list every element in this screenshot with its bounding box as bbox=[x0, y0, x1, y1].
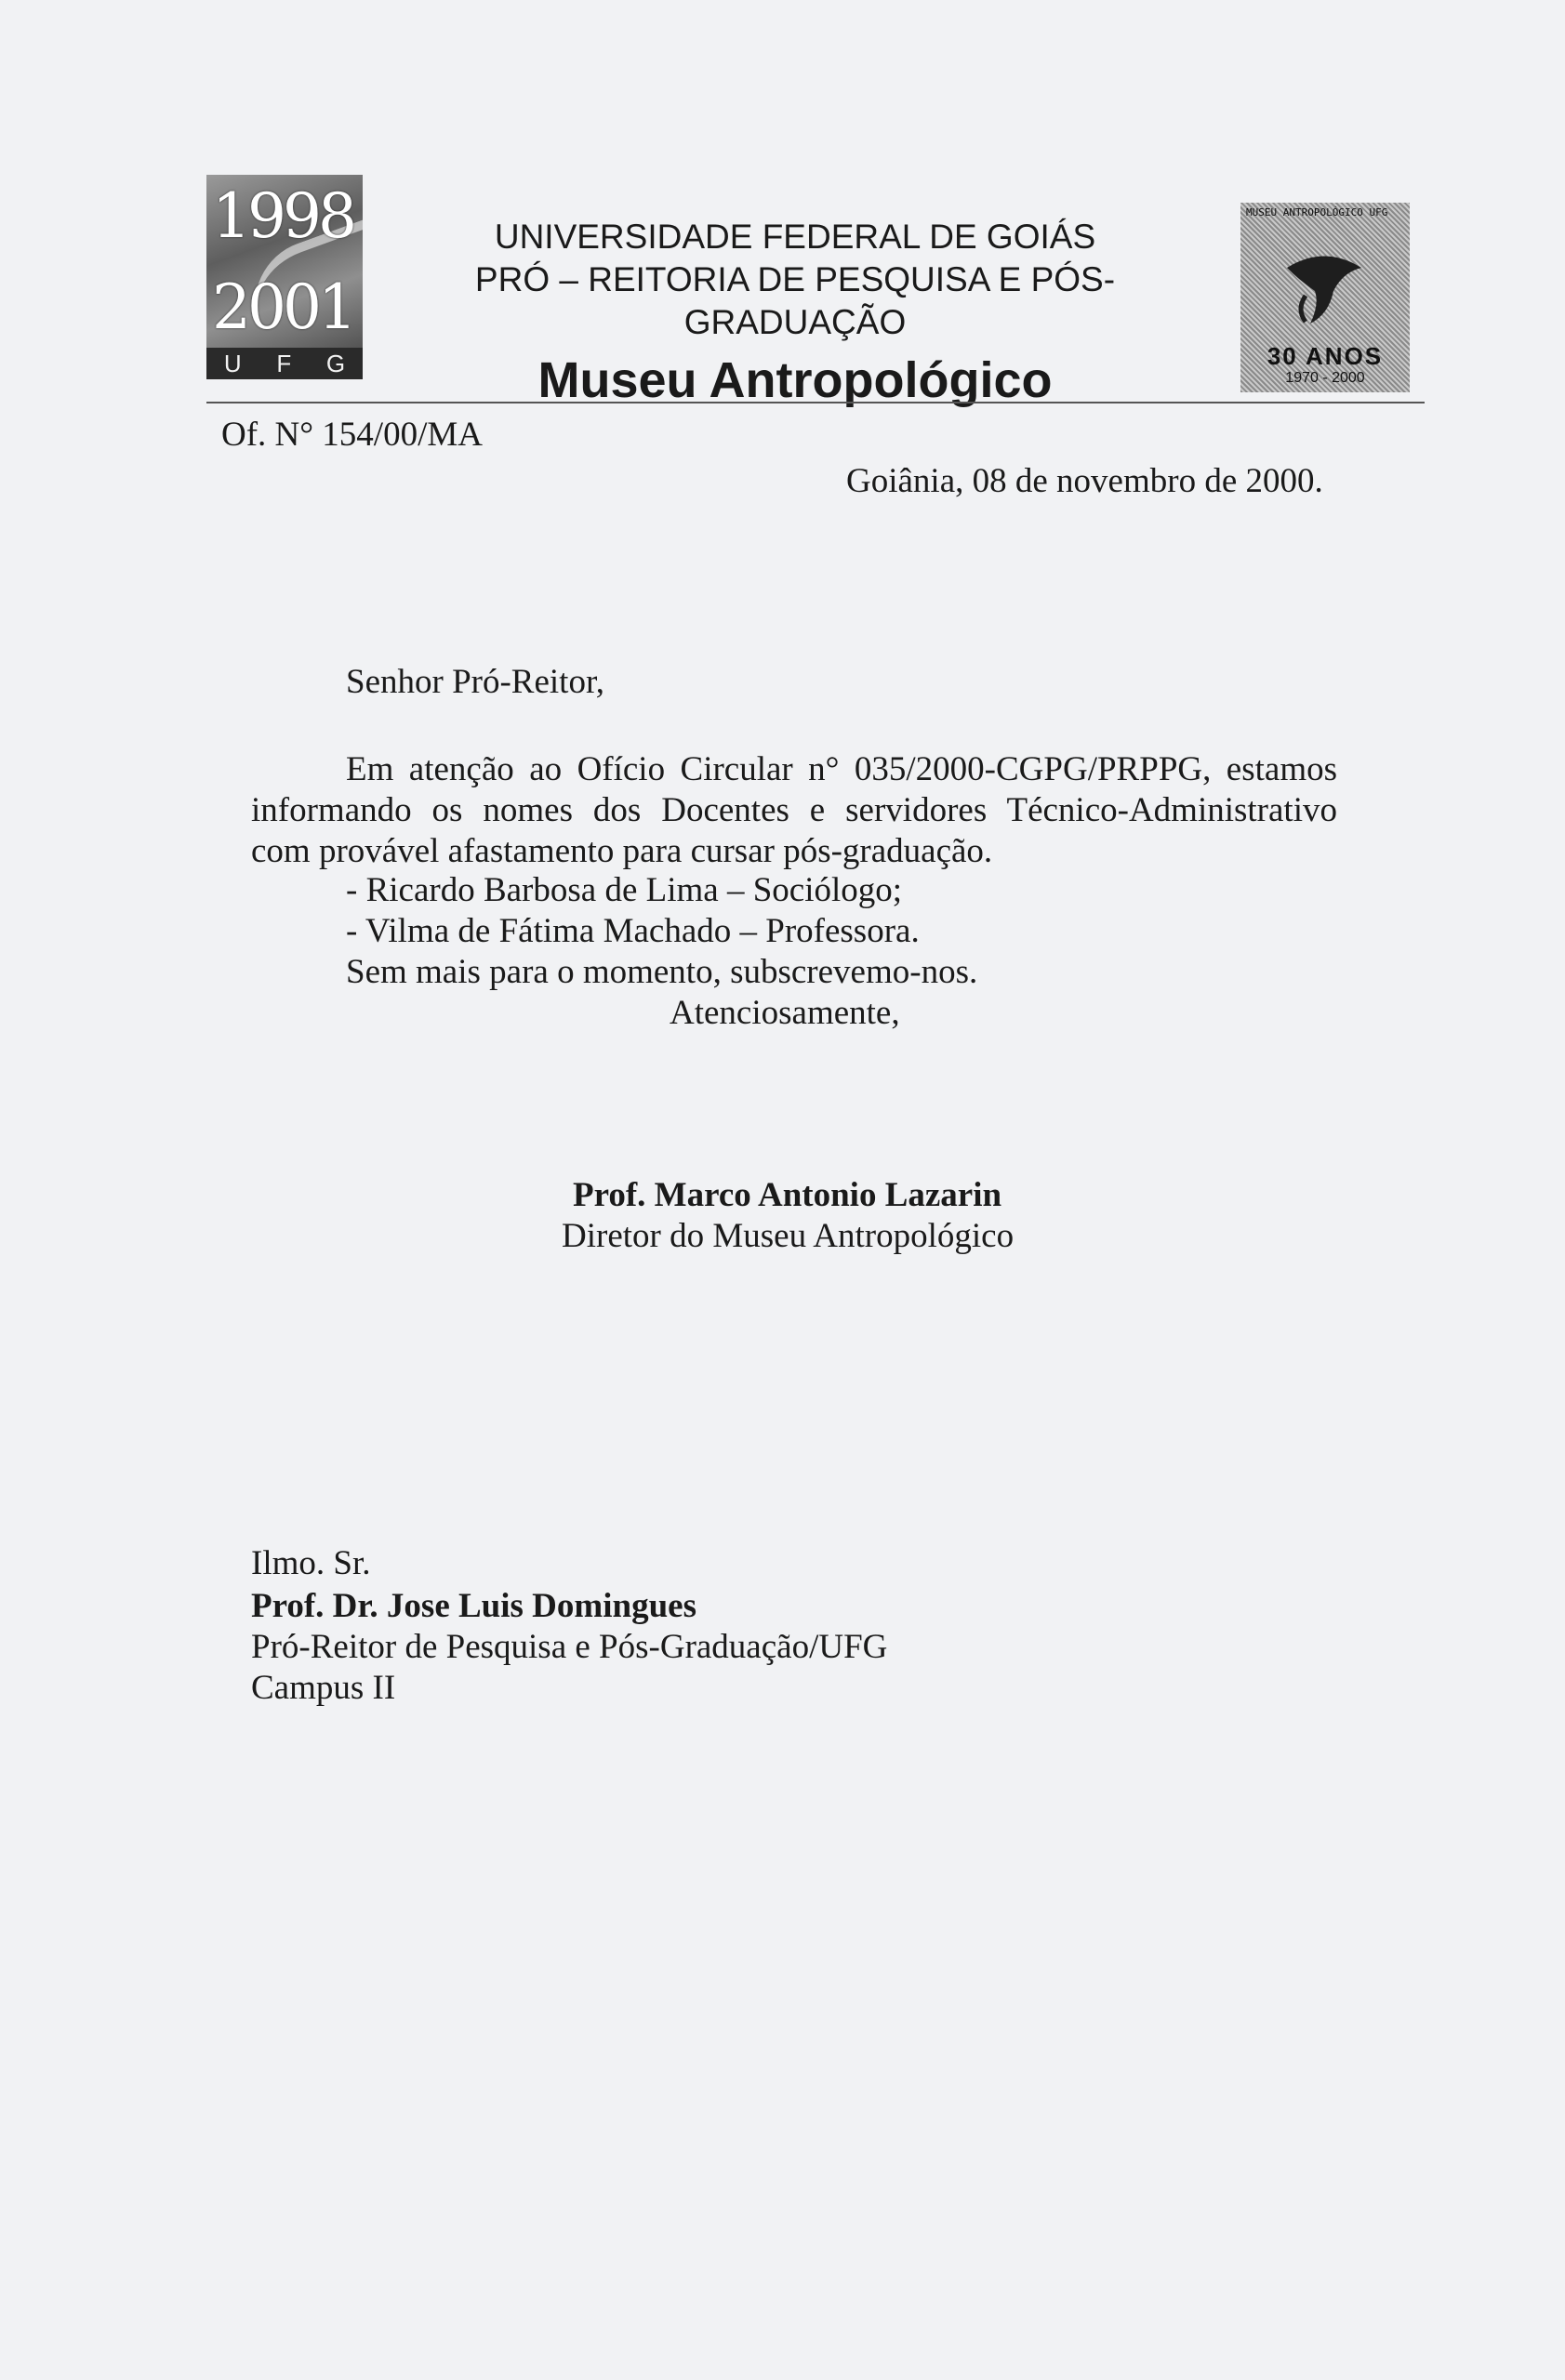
salutation: Senhor Pró-Reitor, bbox=[346, 663, 605, 701]
document-date: Goiânia, 08 de novembro de 2000. bbox=[846, 462, 1323, 500]
logo-letter-u: U bbox=[223, 349, 242, 377]
logo-letter-f: F bbox=[276, 349, 292, 377]
paragraph-line: Em atenção ao Ofício Circular n° 035/2000-CGPG/PRPPG, estamos bbox=[346, 750, 1337, 788]
addressee-honorific: Ilmo. Sr. bbox=[251, 1544, 371, 1582]
logo-letter-g: G bbox=[325, 349, 346, 377]
document-reference: Of. N° 154/00/MA bbox=[221, 416, 483, 454]
logo-anos-text: 30 ANOS bbox=[1267, 342, 1384, 370]
logo-year-bottom: 2001 bbox=[212, 271, 353, 343]
signatory-name: Prof. Marco Antonio Lazarin bbox=[573, 1176, 1002, 1214]
body-paragraph bbox=[251, 749, 1337, 872]
list-item: - Vilma de Fátima Machado – Professora. bbox=[346, 912, 920, 950]
letterhead bbox=[391, 216, 1200, 413]
signatory-title: Diretor do Museu Antropológico bbox=[562, 1217, 1015, 1255]
logo-right-topline: MUSEU ANTROPOLÓGICO UFG bbox=[1246, 206, 1388, 218]
logo-year-range: 1970 - 2000 bbox=[1285, 370, 1365, 386]
regards: Atenciosamente, bbox=[670, 994, 900, 1032]
addressee-name: Prof. Dr. Jose Luis Domingues bbox=[251, 1587, 696, 1625]
paragraph-line: informando os nomes dos Docentes e servidores Técnico-Administrativo bbox=[251, 791, 1337, 829]
logo-ufg-letters bbox=[206, 348, 363, 379]
closing-line: Sem mais para o momento, subscrevemo-nos. bbox=[346, 953, 978, 991]
ufg-anniversary-logo bbox=[206, 175, 363, 379]
addressee-location: Campus II bbox=[251, 1669, 396, 1707]
header-divider bbox=[206, 402, 1425, 403]
addressee-title: Pró-Reitor de Pesquisa e Pós-Graduação/UFG bbox=[251, 1628, 888, 1666]
logo-year-top: 1998 bbox=[212, 180, 353, 252]
museum-30-anos-logo bbox=[1240, 203, 1410, 392]
university-name: UNIVERSIDADE FEDERAL DE GOIÁS bbox=[494, 218, 1096, 256]
department-name: PRÓ – REITORIA DE PESQUISA E PÓS-GRADUAÇÃO bbox=[474, 260, 1116, 341]
paragraph-line: com provável afastamento para cursar pós-graduação. bbox=[251, 832, 993, 870]
museum-title: Museu Antropológico bbox=[537, 352, 1053, 408]
list-item: - Ricardo Barbosa de Lima – Sociólogo; bbox=[346, 871, 903, 909]
bird-icon bbox=[1278, 240, 1371, 333]
